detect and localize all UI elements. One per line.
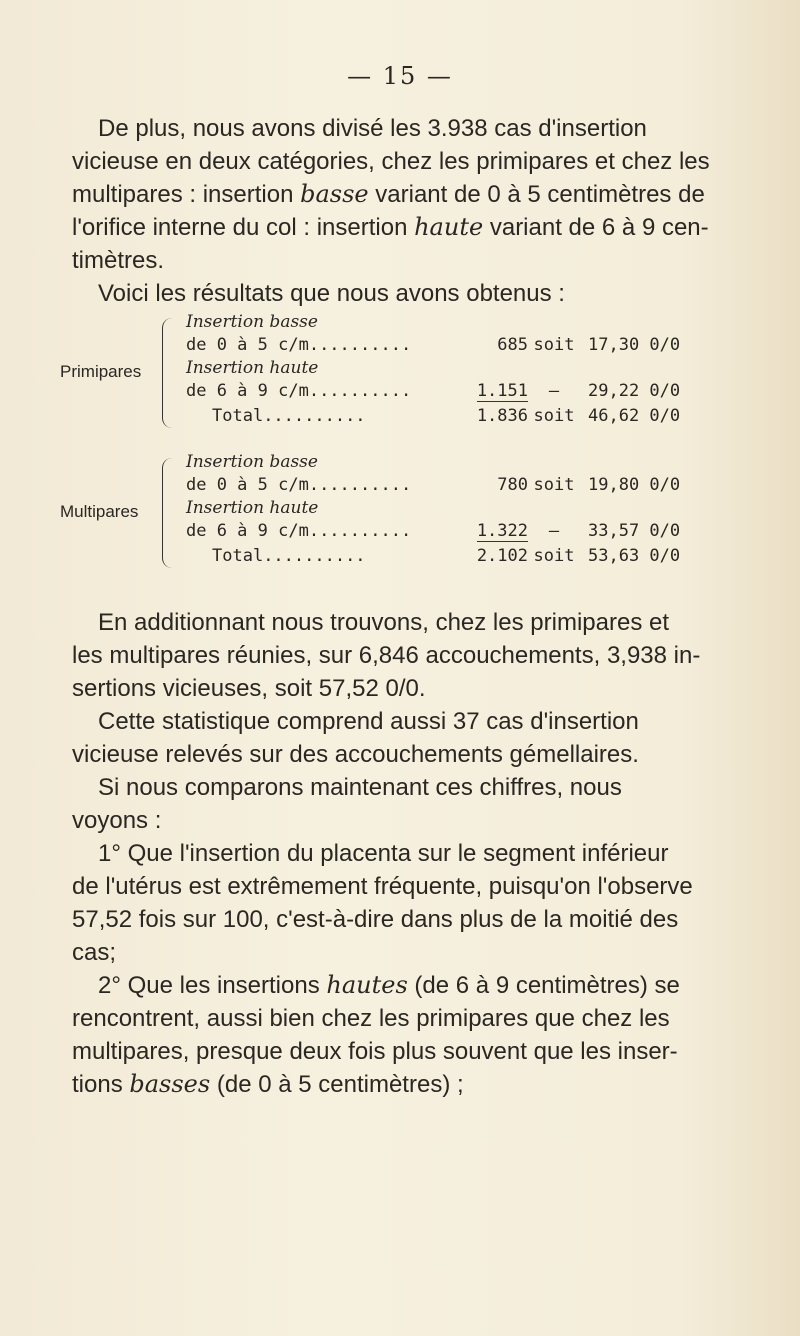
text-line: sertions vicieuses, soit 57,52 0/0. bbox=[72, 675, 426, 702]
text-line: cas; bbox=[72, 939, 117, 966]
text-line: Voici les résultats que nous avons obtenus : bbox=[98, 280, 565, 307]
text-line: De plus, nous avons divisé les 3.938 cas d'insertion bbox=[98, 115, 647, 142]
text-line: 57,52 fois sur 100, c'est-à-dire dans plus de la moitié des bbox=[72, 906, 679, 933]
text-line: 1° Que l'insertion du placenta sur le segment inférieur bbox=[98, 840, 669, 867]
table-row-total: Total.......... 2.102 soit 53,63 0/0 bbox=[212, 546, 681, 566]
text-line: vicieuse relevés sur des accouchements gémellaires. bbox=[72, 741, 639, 768]
table-group-multipares bbox=[60, 452, 680, 577]
brace-icon bbox=[162, 458, 175, 568]
text-line: 2° Que les insertions hautes (de 6 à 9 centimètres) se bbox=[98, 971, 680, 999]
page-number: — 15 — bbox=[347, 62, 453, 90]
text-line: de l'utérus est extrêmement fréquente, puisqu'on l'observe bbox=[72, 873, 693, 900]
table-row-total: Total.......... 1.836 soit 46,62 0/0 bbox=[212, 406, 681, 426]
table-row: de 0 à 5 c/m.......... 685 soit 17,30 0/0 bbox=[186, 335, 681, 355]
text-line: Si nous comparons maintenant ces chiffres, nous bbox=[98, 774, 622, 801]
table-row: de 6 à 9 c/m.......... 1.322 — 33,57 0/0 bbox=[186, 521, 681, 541]
table-row: Insertion haute bbox=[186, 498, 319, 518]
text-line: vicieuse en deux catégories, chez les primipares et chez les bbox=[72, 148, 710, 175]
table-row: Insertion haute bbox=[186, 358, 319, 378]
text-line: l'orifice interne du col : insertion haute variant de 6 à 9 cen- bbox=[72, 213, 709, 241]
table-row: de 0 à 5 c/m.......... 780 soit 19,80 0/0 bbox=[186, 475, 681, 495]
text-line: tions basses (de 0 à 5 centimètres) ; bbox=[72, 1070, 464, 1098]
brace-icon bbox=[162, 318, 175, 428]
body-paragraphs bbox=[72, 606, 732, 1101]
text-line: rencontrent, aussi bien chez les primipares que chez les bbox=[72, 1005, 670, 1032]
table-row: de 6 à 9 c/m.......... 1.151 — 29,22 0/0 bbox=[186, 381, 681, 401]
text-line: En additionnant nous trouvons, chez les primipares et bbox=[98, 609, 669, 636]
text-line: les multipares réunies, sur 6,846 accouchements, 3,938 in- bbox=[72, 642, 701, 669]
text-line: multipares : insertion basse variant de 0 à 5 centimètres de bbox=[72, 180, 705, 208]
text-line: voyons : bbox=[72, 807, 162, 834]
text-line: multipares, presque deux fois plus souvent que les inser- bbox=[72, 1038, 678, 1065]
intro-paragraph bbox=[72, 112, 732, 310]
table-group-primipares bbox=[60, 312, 680, 437]
group-label: Primipares bbox=[60, 362, 142, 381]
table-row: Insertion basse bbox=[186, 452, 318, 472]
table-row: Insertion basse bbox=[186, 312, 318, 332]
group-label: Multipares bbox=[60, 502, 139, 521]
text-line: timètres. bbox=[72, 247, 165, 274]
text-line: Cette statistique comprend aussi 37 cas d'insertion bbox=[98, 708, 639, 735]
